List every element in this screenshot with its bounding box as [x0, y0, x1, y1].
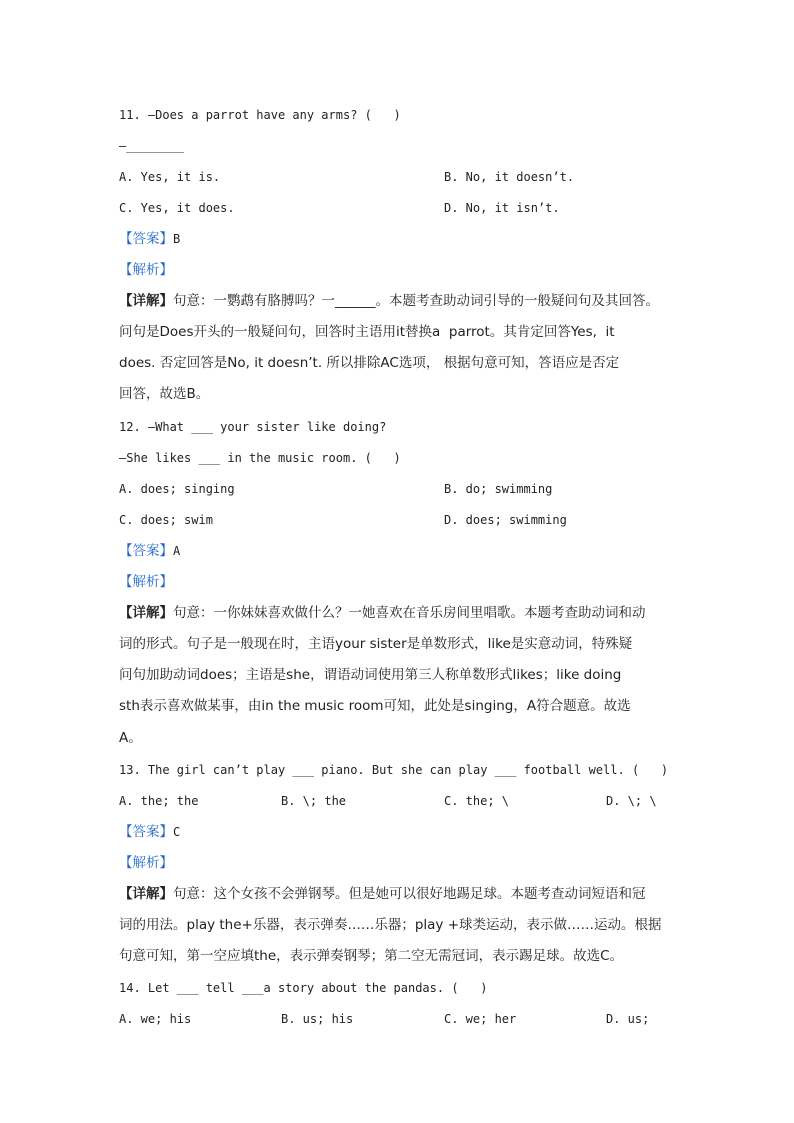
q12-detail-text-5: A。: [119, 730, 142, 746]
q12-option-c: C. does; swim: [119, 513, 213, 527]
analysis-tag: 【解析】: [119, 262, 173, 278]
detail-tag: 【详解】: [119, 886, 173, 902]
q11-option-a: A. Yes, it is.: [119, 170, 221, 184]
answer-tag: 【答案】: [119, 824, 173, 840]
q12-detail-line-1: [119, 603, 646, 622]
q13-option-d: D. \; \: [606, 794, 657, 808]
q11-answer-value: B: [173, 232, 181, 246]
q12-analysis-line: [119, 572, 173, 591]
q13-answer-value: C: [173, 825, 181, 839]
q11-detail-line-1: [119, 291, 659, 310]
q12-detail-text-3: 问句加助动词does；主语是she，谓语动词使用第三人称单数形式likes；like doing: [119, 667, 622, 683]
q13-detail-line-1: [119, 884, 646, 903]
q11-option-c: C. Yes, it does.: [119, 201, 235, 215]
q11-reply-blank: —________: [119, 139, 185, 153]
q13-stem: 13. The girl can’t play ___ piano. But she can play ___ football well. ( ): [119, 763, 669, 777]
q14-option-d: D. us;: [606, 1012, 650, 1026]
q12-answer-value: A: [173, 544, 181, 558]
q11-option-d: D. No, it isn’t.: [444, 201, 560, 215]
detail-tag: 【详解】: [119, 605, 173, 621]
q11-answer-line: [119, 229, 180, 248]
q13-option-a: A. the; the: [119, 794, 199, 808]
q13-detail-text-2: 词的用法。play the+乐器，表示弹奏……乐器；play +球类运动，表示做……运动。根据: [119, 917, 662, 933]
q11-stem: 11. —Does a parrot have any arms? ( ): [119, 108, 401, 122]
q11-detail-text-3: does. 否定回答是No, it doesn’t. 所以排除AC选项， 根据句意可知，答语应是否定: [119, 355, 620, 371]
q11-option-b: B. No, it doesn’t.: [444, 170, 575, 184]
answer-tag: 【答案】: [119, 543, 173, 559]
q13-detail-text-3: 句意可知，第一空应填the，表示弹奏钢琴；第二空无需冠词，表示踢足球。故选C。: [119, 948, 624, 964]
q13-detail-text-1: 句意：这个女孩不会弹钢琴。但是她可以很好地踢足球。本题考查动词短语和冠: [173, 886, 646, 902]
q12-option-b: B. do; swimming: [444, 482, 553, 496]
q11-detail-text-4: 回答，故选B。: [119, 386, 210, 402]
analysis-tag: 【解析】: [119, 574, 173, 590]
q14-option-a: A. we; his: [119, 1012, 192, 1026]
q12-answer-line: [119, 541, 180, 560]
q12-detail-text-2: 词的形式。句子是一般现在时，主语your sister是单数形式，like是实意动词，特殊疑: [119, 636, 633, 652]
answer-tag: 【答案】: [119, 231, 173, 247]
q13-option-c: C. the; \: [444, 794, 510, 808]
q12-option-d: D. does; swimming: [444, 513, 567, 527]
q12-stem: 12. —What ___ your sister like doing?: [119, 420, 387, 434]
q14-option-c: C. we; her: [444, 1012, 517, 1026]
q12-detail-text-1: 句意：一你妹妹喜欢做什么？一她喜欢在音乐房间里唱歌。本题考查助动词和动: [173, 605, 646, 621]
q11-detail-text-2: 问句是Does开头的一般疑问句，回答时主语用it替换a parrot。其肯定回答Yes, it: [119, 324, 615, 340]
q12-detail-text-4: sth表示喜欢做某事，由in the music room可知，此处是singing，A符合题意。故选: [119, 698, 631, 714]
q13-analysis-line: [119, 853, 173, 872]
q14-option-b: B. us; his: [281, 1012, 354, 1026]
q14-stem: 14. Let ___ tell ___a story about the pandas. ( ): [119, 981, 488, 995]
q11-analysis-line: [119, 260, 173, 279]
q12-option-a: A. does; singing: [119, 482, 235, 496]
q13-answer-line: [119, 822, 180, 841]
q12-reply: —She likes ___ in the music room. ( ): [119, 451, 401, 465]
q13-option-b: B. \; the: [281, 794, 347, 808]
q11-detail-text-1: 句意：一鹦鹉有胳膊吗？一______。本题考查助动词引导的一般疑问句及其回答。: [173, 293, 659, 309]
analysis-tag: 【解析】: [119, 855, 173, 871]
detail-tag: 【详解】: [119, 293, 173, 309]
